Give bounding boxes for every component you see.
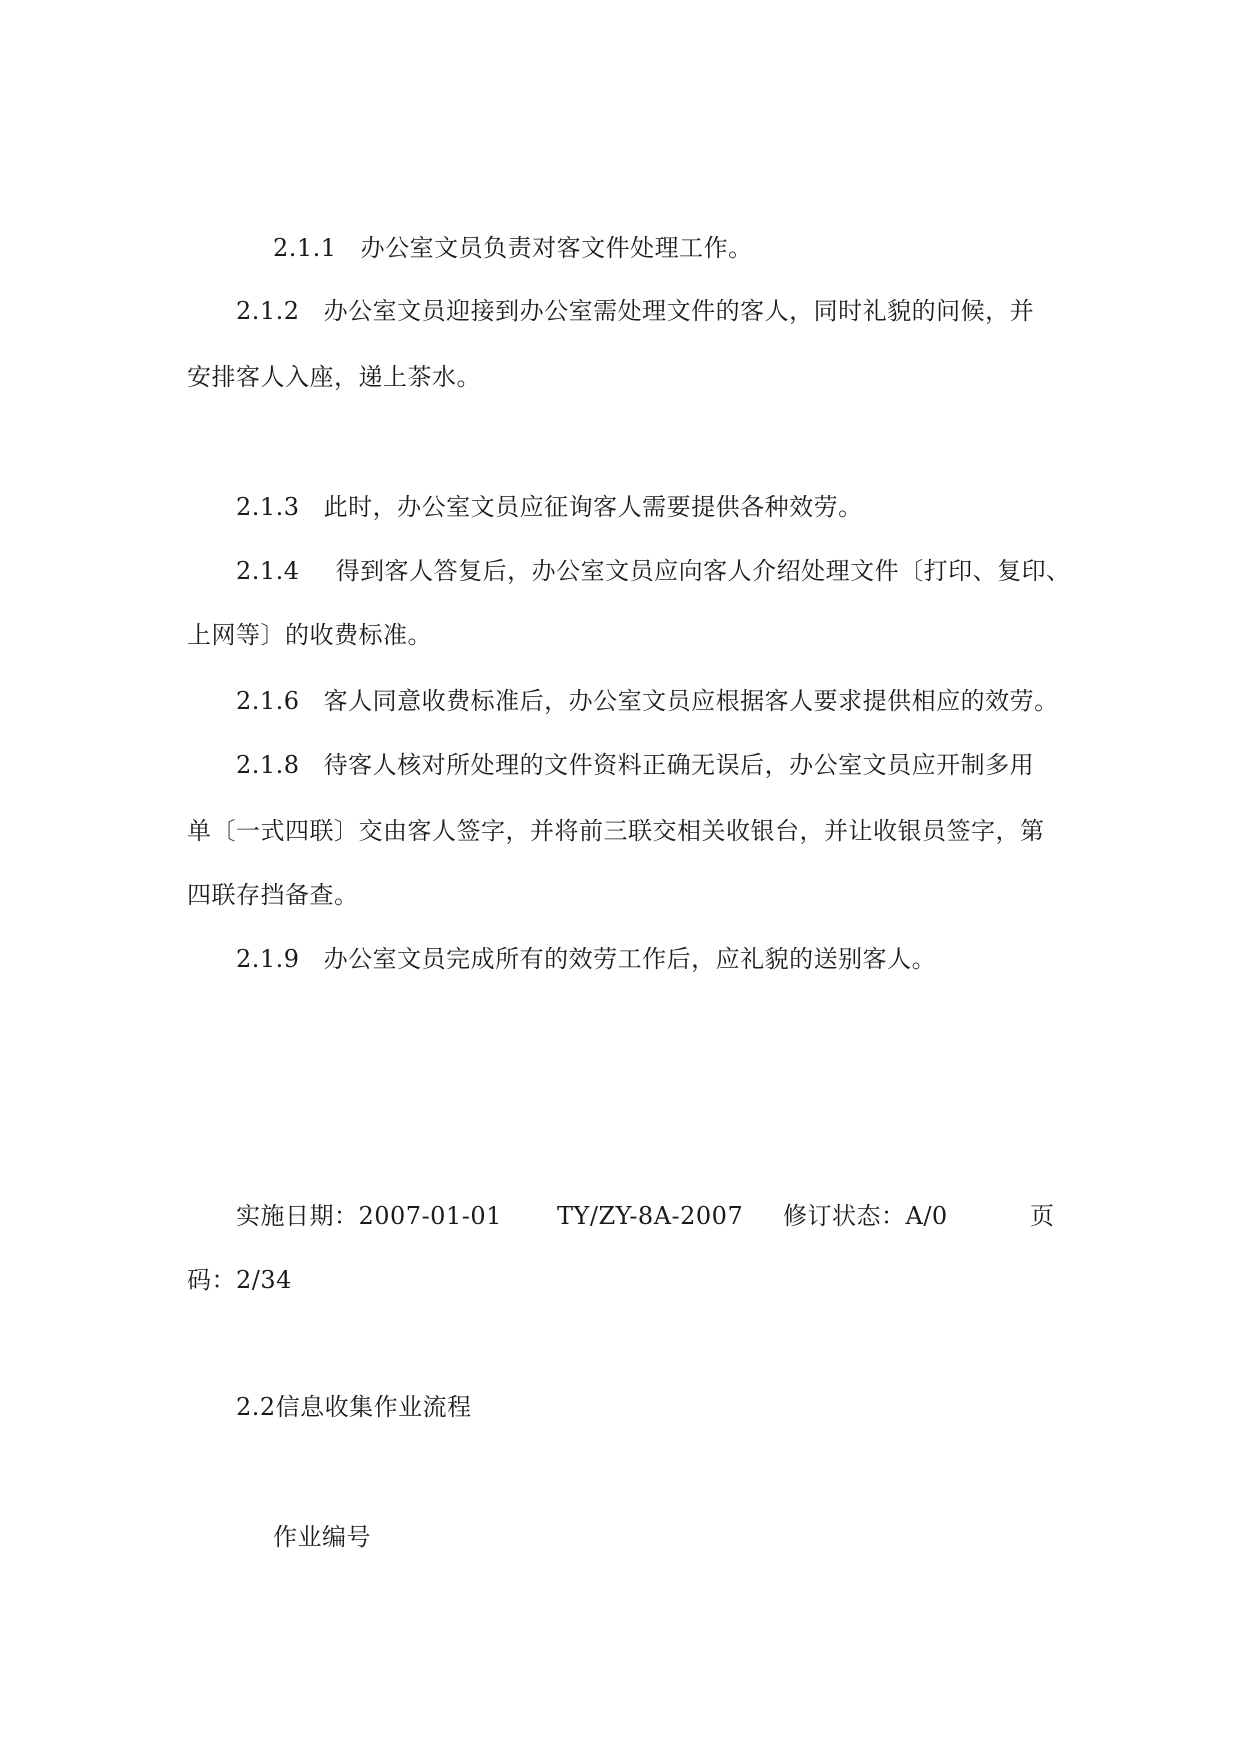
footer-meta bbox=[236, 1201, 502, 1231]
item-2-1-8-continuation-2 bbox=[187, 880, 359, 910]
footer-code: TY/ZY-8A-2007 bbox=[557, 1202, 744, 1230]
sub-heading: 作业编号 bbox=[273, 1523, 371, 1551]
item-2-1-1 bbox=[273, 233, 753, 263]
footer-page-label-wrap bbox=[1030, 1201, 1055, 1231]
item-number: 2.1.9 bbox=[236, 945, 300, 973]
item-text: 此时，办公室文员应征询客人需要提供各种效劳。 bbox=[323, 493, 863, 521]
footer-code-wrap bbox=[557, 1201, 743, 1231]
footer-page-label: 页 bbox=[1030, 1202, 1055, 1230]
item-text: 办公室文员完成所有的效劳工作后，应礼貌的送别客人。 bbox=[323, 945, 937, 973]
item-text-continuation: 安排客人入座，递上茶水。 bbox=[187, 363, 481, 391]
item-text-continuation: 上网等〕的收费标准。 bbox=[187, 621, 432, 649]
item-2-1-4-continuation bbox=[187, 620, 432, 650]
footer-page-number: 码：2/34 bbox=[187, 1266, 292, 1294]
item-2-1-8 bbox=[236, 750, 1034, 780]
item-number: 2.1.2 bbox=[236, 297, 300, 325]
item-number: 2.1.3 bbox=[236, 493, 300, 521]
item-2-1-4 bbox=[236, 556, 1071, 586]
footer-revision: 修订状态：A/0 bbox=[783, 1202, 948, 1230]
item-text: 得到客人答复后，办公室文员应向客人介绍处理文件〔打印、复印、 bbox=[335, 557, 1071, 585]
section-heading: 2.2信息收集作业流程 bbox=[236, 1393, 472, 1421]
footer-page-number-wrap bbox=[187, 1265, 292, 1295]
item-text: 办公室文员迎接到办公室需处理文件的客人，同时礼貌的问候，并 bbox=[323, 297, 1035, 325]
item-number: 2.1.4 bbox=[236, 557, 300, 585]
item-text: 待客人核对所处理的文件资料正确无误后，办公室文员应开制多用 bbox=[323, 751, 1035, 779]
item-2-1-8-continuation bbox=[187, 816, 1045, 846]
item-text: 客人同意收费标准后，办公室文员应根据客人要求提供相应的效劳。 bbox=[323, 687, 1059, 715]
item-text: 办公室文员负责对客文件处理工作。 bbox=[360, 234, 753, 262]
item-number: 2.1.1 bbox=[273, 234, 337, 262]
item-text-continuation: 单〔一式四联〕交由客人签字，并将前三联交相关收银台，并让收银员签字，第 bbox=[187, 817, 1045, 845]
item-2-1-3 bbox=[236, 492, 863, 522]
item-text-continuation: 四联存挡备查。 bbox=[187, 881, 359, 909]
footer-date: 实施日期：2007-01-01 bbox=[236, 1202, 502, 1230]
footer-revision-wrap bbox=[783, 1201, 948, 1231]
item-2-1-6 bbox=[236, 686, 1059, 716]
item-number: 2.1.6 bbox=[236, 687, 300, 715]
item-2-1-9 bbox=[236, 944, 936, 974]
item-2-1-2 bbox=[236, 296, 1034, 326]
item-number: 2.1.8 bbox=[236, 751, 300, 779]
item-2-1-2-continuation bbox=[187, 362, 481, 392]
